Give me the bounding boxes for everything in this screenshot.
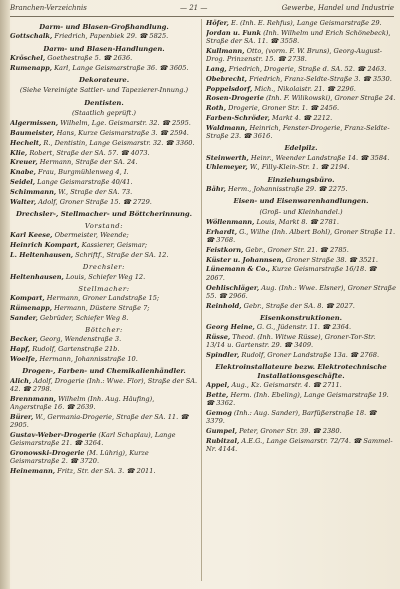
category-heading: Drogen-, Farben- und Chemikalienhändler. (22, 367, 186, 376)
entry-details: Groner Straße 38. ☎ 3521. (283, 255, 378, 264)
category-heading: Dentisten. (84, 98, 124, 107)
entry-details: Herm. (Inh. Ebeling), Lange Geismarstraße 19. ☎ 3362. (206, 390, 389, 408)
entry-name: Sander, (10, 313, 38, 322)
entry-details: Hermann, Straße der SA. 24. (37, 158, 138, 167)
entry-details: Herm., Johannisstraße 29. ☎ 2275. (225, 185, 348, 194)
entry-name: Oehlischläger, (206, 283, 260, 292)
directory-entry (10, 139, 198, 147)
entry-details: Aug., Kz. Geismarstr. 4. ☎ 2711. (229, 380, 342, 389)
directory-entry (10, 158, 198, 166)
category-heading: Darm- und Blasen-Handlungen. (43, 44, 165, 53)
directory-entry (10, 345, 198, 353)
column-divider (201, 19, 202, 581)
directory-entry (206, 104, 396, 112)
entry-details: Rudolf, Groner Landstraße 13a. ☎ 2768. (239, 351, 380, 360)
entry-details: Wilhelm, Lge. Geismarstr. 32. ☎ 2595. (58, 119, 191, 128)
directory-entry (206, 114, 396, 122)
right-column (206, 19, 396, 585)
entry-details: Robert, Straße der SA. 57. ☎ 4073. (27, 148, 150, 157)
directory-entry (10, 168, 198, 176)
entry-details: Gebr., Straße der SA. 8. ☎ 2027. (241, 301, 355, 310)
entry-name: Brennmann, (10, 394, 56, 403)
directory-entry (206, 265, 396, 282)
page-number: — 21 — (180, 4, 208, 12)
directory-entry (206, 163, 396, 171)
directory-entry (206, 427, 396, 435)
entry-name: Obebrecht, (206, 74, 247, 83)
directory-entry (10, 431, 198, 448)
entry-name: Gottschalk, (10, 32, 53, 41)
directory-entry (206, 19, 396, 27)
entry-name: Karl Keese, (10, 231, 53, 240)
entry-details: Kurze Geismarstraße 16/18. ☎ 2067. (206, 265, 377, 282)
directory-entry (206, 124, 396, 141)
entry-details: E. (Inh. E. Rehfus), Lange Geismarstraße 29. (228, 19, 382, 27)
entry-details: Adolf, Groner Straße 15. ☎ 2729. (36, 197, 152, 206)
directory-entry (10, 449, 198, 466)
entry-details: Karl, Lange Geismarstraße 36. ☎ 3605. (52, 63, 189, 72)
entry-name: Küster u. Johannsen, (206, 255, 284, 264)
directory-entry (206, 94, 396, 102)
category-heading: Elektroinstallateure bezw. Elektrotechnische Installationsgeschäfte. (215, 363, 387, 380)
directory-entry (206, 218, 396, 226)
entry-details: Friedrich, Drogerie, Straße d. SA. 52. ☎ 2463. (226, 64, 387, 73)
directory-entry (206, 256, 396, 264)
book-gutter (0, 0, 10, 589)
entry-name: Appel, (206, 380, 230, 389)
entry-details: Gebr., Groner Str. 21. ☎ 2785. (243, 245, 349, 254)
entry-name: Becker, (10, 335, 38, 344)
entry-details: Theod. (Inh. Witwe Rüsse), Groner-Tor-Str. 13/14 u. Gartenstr. 29. ☎ 3409. (206, 333, 376, 350)
entry-details: W., Straße der SA. 73. (56, 187, 133, 196)
directory-entry (10, 241, 198, 249)
entry-details: Louis, Markt 8. ☎ 2781. (254, 217, 339, 226)
entry-name: Rubitzal, (206, 436, 240, 445)
category-note: (Groß- und Kleinhandel.) (259, 207, 343, 216)
directory-entry (206, 185, 396, 193)
directory-entry (206, 29, 396, 46)
entry-details: Mich., Nikolaistr. 21. ☎ 2296. (252, 84, 356, 93)
entry-name: L. Heltenhausen, (10, 251, 74, 260)
entry-name: Heinrich Kompart, (10, 241, 80, 250)
entry-details: R., Dentistin, Lange Geismarstr. 32. ☎ 3360. (41, 138, 195, 147)
entry-details: Goethestraße 5. ☎ 2636. (45, 53, 133, 62)
directory-entry (10, 314, 198, 322)
entry-details: Hermann, Groner Landstraße 15; (44, 294, 160, 303)
directory-entry (206, 65, 396, 73)
entry-details: Friedrich, Franz-Seldte-Straße 3. ☎ 3530. (246, 74, 392, 83)
directory-entry (10, 32, 198, 40)
directory-entry (206, 351, 396, 359)
entry-name: Alich, (10, 376, 32, 385)
entry-name: Gronowski-Drogerie (10, 448, 85, 457)
entry-name: Bähr, (206, 185, 226, 194)
directory-entry (206, 409, 396, 426)
directory-entry (10, 273, 198, 281)
directory-entry (10, 395, 198, 412)
directory-entry (10, 149, 198, 157)
entry-name: Gumpel, (206, 426, 238, 435)
entry-name: Bette, (206, 390, 229, 399)
entry-details: Georg, Wendenstraße 3. (37, 335, 122, 344)
entry-name: Heltenhausen, (10, 272, 64, 281)
header-rule (10, 16, 394, 17)
entry-details: Louis, Schiefer Weg 12. (63, 272, 146, 281)
directory-entry (10, 64, 198, 72)
directory-entry (10, 467, 198, 475)
entry-details: Markt 4. ☎ 2212. (269, 113, 333, 122)
entry-name: Woelfe, (10, 355, 38, 363)
entry-details: Kassierer, Geismar; (79, 241, 148, 250)
entry-details: W., Germania-Drogerie, Straße der SA. 11. ☎ 2905. (10, 412, 189, 430)
directory-entry (206, 333, 396, 350)
directory-entry (10, 294, 198, 302)
entry-name: Lünemann & Co., (206, 265, 270, 274)
entry-name: Reinhold, (206, 301, 242, 310)
directory-entry (10, 413, 198, 430)
category-note: (Siehe Vereinigte Sattler- und Tapezierer-Innung.) (19, 86, 189, 95)
category-heading: Vorstand: (84, 222, 124, 231)
entry-name: Kreuer, (10, 158, 38, 167)
entry-details: Fritz, Str. der SA. 3. ☎ 2011. (55, 467, 156, 476)
directory-entry (206, 75, 396, 83)
entry-name: Heinemann, (10, 467, 56, 476)
entry-name: Knabe, (10, 168, 36, 177)
directory-entry (206, 437, 396, 454)
entry-details: Hermann, Johannisstraße 10. (37, 355, 138, 363)
entry-name: Bürer, (10, 412, 34, 421)
entry-name: Gustav-Weber-Drogerie (10, 430, 97, 439)
entry-details: Frau, Burgmühlenweg 4, I. (35, 168, 129, 177)
entry-name: Seidel, (10, 177, 36, 186)
entry-details: (Karl Schaplau), Lange Geismarstraße 21. ☎ 3264. (10, 430, 176, 448)
entry-name: Jordan u. Funk (206, 28, 262, 37)
entry-name: Kröschel, (10, 53, 46, 62)
entry-name: Gemog (206, 408, 232, 417)
entry-name: Poppelsdorf, (206, 84, 253, 93)
entry-details: Gebrüder, Schiefer Weg 8. (37, 313, 129, 322)
entry-details: Peter, Groner Str. 39. ☎ 2380. (237, 426, 342, 435)
entry-details: (Inh.: Aug. Sander), Barfüßerstraße 18. ☎ 3379. (206, 408, 377, 426)
directory-entry (206, 154, 396, 162)
entry-details: W., Filly-Klein-Str. 1. ☎ 2194. (247, 163, 350, 172)
category-heading: Drechsler-, Stellmacher- und Böttcherinnung. (15, 209, 193, 218)
entry-name: Hechelt, (10, 138, 42, 147)
directory-entry (10, 304, 198, 312)
category-heading: Einziehungsbüro. (267, 175, 335, 184)
entry-details: Adolf, Drogerie (Inh.: Wwe. Flor), Straße der SA. 42. ☎ 2798. (10, 376, 198, 393)
directory-entry (10, 198, 198, 206)
entry-details: Rudolf, Gartenstraße 21b. (30, 345, 120, 354)
entry-details: Wilhelm (Inh. Aug. Häufing), Angerstraße 16. ☎ 2639. (10, 394, 155, 411)
entry-name: Schimmann, (10, 187, 57, 196)
directory-entry (206, 47, 396, 64)
entry-name: Lang, (206, 64, 227, 73)
entry-name: Uhlemeyer, (206, 163, 248, 172)
entry-details: Friedrich, Papenbiek 29. ☎ 5825. (52, 32, 169, 41)
category-heading: Eisenkonstruktionen. (259, 313, 343, 322)
entry-details: Aug. (Inh.: Wwe. Elsner), Groner Straße 55. ☎ 2966. (206, 283, 396, 300)
entry-name: Walter, (10, 197, 37, 206)
category-heading: Dekorateure. (78, 75, 130, 84)
page-header (10, 4, 394, 16)
directory-entry (10, 335, 198, 343)
entry-name: Spindler, (206, 351, 240, 360)
directory-entry (10, 54, 198, 62)
entry-name: Feistkorn, (206, 245, 244, 254)
entry-details: (M. Lührig), Kurze Geismarstraße 2. ☎ 3720. (10, 448, 149, 466)
entry-details: Lange Geismarstraße 40/41. (35, 177, 133, 186)
entry-name: Rumenapp, (10, 63, 53, 72)
directory-entry (206, 284, 396, 301)
directory-entry (10, 119, 198, 127)
directory-entry (10, 377, 198, 394)
entry-details: G., Wilhe (Inh. Albert Bohl), Groner Straße 11. ☎ 3768. (206, 227, 396, 245)
category-note: (Staatlich geprüft.) (71, 108, 136, 117)
entry-details: Obermeister, Weende; (52, 231, 129, 240)
entry-name: Kullmann, (206, 46, 245, 55)
entry-name: Steinwerth, (206, 153, 249, 162)
directory-entry (10, 178, 198, 186)
entry-name: Wöllenmann, (206, 217, 255, 226)
category-heading: Eisen- und Eisenwarenhandlungen. (233, 197, 369, 206)
category-heading: Böttcher: (85, 326, 123, 335)
entry-name: Rosen-Drogerie (206, 94, 264, 103)
directory-entry (206, 228, 396, 245)
entry-details: Schriftf., Straße der SA. 12. (73, 251, 169, 260)
directory-entry (206, 302, 396, 310)
directory-entry (10, 355, 198, 363)
entry-name: Farben-Schröder, (206, 113, 270, 122)
left-column (10, 19, 198, 585)
category-heading: Stellmacher: (78, 284, 130, 293)
entry-name: Waldmann, (206, 123, 248, 132)
header-left: Branchen-Verzeichnis (10, 4, 87, 12)
directory-entry (10, 231, 198, 239)
entry-details: Hans, Kurze Geismarstraße 3. ☎ 2594. (54, 128, 189, 137)
category-heading: Edelpilz. (284, 144, 318, 153)
entry-name: Roth, (206, 104, 227, 113)
directory-entry (206, 246, 396, 254)
entry-details: Heinr., Weender Landstraße 14. ☎ 3584. (248, 153, 390, 162)
directory-entry (206, 391, 396, 408)
entry-name: Höfer, (206, 19, 229, 27)
directory-entry (206, 323, 396, 331)
entry-name: Hapf, (10, 345, 31, 354)
directory-entry (10, 188, 198, 196)
entry-name: Klie, (10, 148, 28, 157)
category-heading: Darm- und Blasen-Großhandlung. (39, 23, 169, 31)
entry-details: Heinrich, Fenster-Drogerie, Franz-Seldte-Straße 23. ☎ 3616. (206, 123, 390, 141)
entry-details: (Inh. F. Wilikowski), Groner Straße 24. (263, 94, 396, 103)
entry-name: Rümenapp, (10, 304, 53, 313)
entry-details: Otto, (vorm. F. W. Bruns), Georg-August-Drog. Prinzenstr. 15. ☎ 2738. (206, 46, 383, 64)
category-heading: Drechsler: (82, 263, 126, 272)
header-right: Gewerbe, Handel und Industrie (281, 4, 394, 12)
directory-entry (10, 129, 198, 137)
entry-details: G. G., Jüdenstr. 11. ☎ 2364. (254, 323, 352, 332)
entry-name: Kompart, (10, 294, 45, 303)
entry-details: (Inh. Wilhelm und Erich Schönebeck), Straße der SA. 11. ☎ 3558. (206, 28, 391, 46)
entry-details: Drogerie, Groner Str. 1. ☎ 2456. (226, 104, 340, 113)
directory-entry (10, 251, 198, 259)
directory-entry (206, 85, 396, 93)
entry-details: A.E.G., Lange Geismarstr. 72/74. ☎ Sammel-Nr. 4144. (206, 436, 393, 454)
entry-name: Rüsse, (206, 333, 231, 341)
entry-name: Baumeister, (10, 128, 55, 137)
entry-name: Erhardt, (206, 227, 237, 236)
entry-name: Georg Heine, (206, 323, 255, 332)
entry-name: Algermissen, (10, 119, 59, 128)
entry-details: Hermann, Düstere Straße 7; (52, 304, 150, 313)
directory-entry (206, 381, 396, 389)
